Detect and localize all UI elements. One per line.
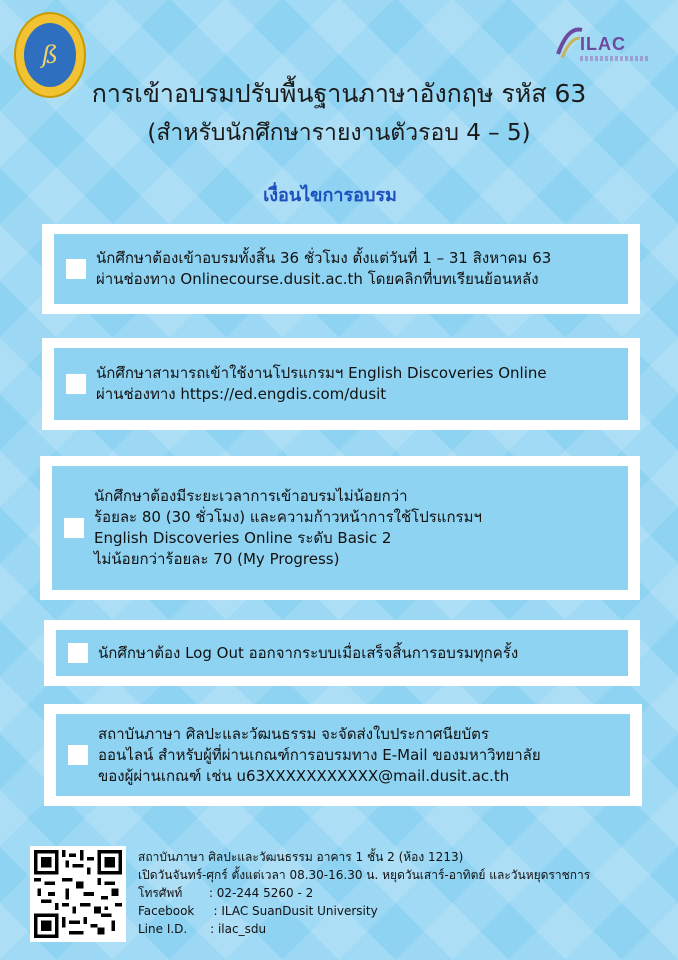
contact-info [138,848,590,938]
condition-text-5 [98,724,541,787]
condition-card-4 [44,620,640,686]
condition-line: ผ่านช่องทาง https://ed.engdis.com/dusit [96,385,387,403]
contact-facebook: Facebook : ILAC SuanDusit University [138,904,378,918]
condition-text-2 [96,363,547,405]
contact-phone: โทรศัพท์ : 02-244 5260 - 2 [138,886,314,900]
condition-line: ผ่านช่องทาง Onlinecourse.dusit.ac.th โดยคลิกที่บทเรียนย้อนหลัง [96,270,539,288]
contact-address: สถาบันภาษา ศิลปะและวัฒนธรรม อาคาร 1 ชั้น 2 (ห้อง 1213) [138,850,464,864]
ilac-logo-text: ILAC [580,34,626,54]
ilac-logo [554,20,650,70]
conditions-heading: เงื่อนไขการอบรม [263,185,397,206]
checkbox-icon [66,259,86,279]
condition-line: ไม่น้อยกว่าร้อยละ 70 (My Progress) [94,550,340,568]
condition-line: นักศึกษาต้อง Log Out ออกจากระบบเมื่อเสร็จสิ้นการอบรมทุกครั้ง [98,643,519,662]
condition-line: English Discoveries Online ระดับ Basic 2 [94,529,392,547]
condition-card-5 [44,704,642,806]
condition-line: นักศึกษาต้องมีระยะเวลาการเข้าอบรมไม่น้อยกว่า [94,487,408,505]
checkbox-icon [68,745,88,765]
condition-card-3 [40,456,640,600]
checkbox-icon [66,374,86,394]
seal-emblem-icon: ß [24,23,76,87]
condition-line: ร้อยละ 80 (30 ชั่วโมง) และความก้าวหน้าการใช้โปรแกรมฯ [94,508,482,526]
condition-line: สถาบันภาษา ศิลปะและวัฒนธรรม จะจัดส่งใบประกาศนียบัตร [98,724,489,743]
condition-line: นักศึกษาสามารถเข้าใช้งานโปรแกรมฯ English Discoveries Online [96,364,547,382]
qr-code[interactable] [30,846,126,942]
ilac-tagline-mark [580,56,650,61]
contact-hours: เปิดวันจันทร์-ศุกร์ ตั้งแต่เวลา 08.30-16.30 น. หยุดวันเสาร์-อาทิตย์ และวันหยุดราชการ [138,868,591,882]
condition-line: ออนไลน์ สำหรับผู้ที่ผ่านเกณฑ์การอบรมทาง E-Mail ของมหาวิทยาลัย [98,745,541,764]
page-subtitle: (สำหรับนักศึกษารายงานตัวรอบ 4 – 5) [147,120,531,146]
condition-text-4 [98,643,518,664]
contact-line-id: Line I.D. : ilac_sdu [138,922,267,936]
condition-text-3 [94,486,482,570]
condition-text-1 [96,248,551,290]
condition-line: นักศึกษาต้องเข้าอบรมทั้งสิ้น 36 ชั่วโมง ตั้งแต่วันที่ 1 – 31 สิงหาคม 63 [96,249,552,267]
qr-code-icon [34,850,122,938]
condition-line: ของผู้ผ่านเกณฑ์ เช่น u63XXXXXXXXXXX@mail.dusit.ac.th [98,766,510,785]
page-title: การเข้าอบรมปรับพื้นฐานภาษาอังกฤษ รหัส 63 [91,79,587,108]
condition-card-2 [42,338,640,430]
checkbox-icon [64,518,84,538]
condition-card-1 [42,224,640,314]
checkbox-icon [68,643,88,663]
